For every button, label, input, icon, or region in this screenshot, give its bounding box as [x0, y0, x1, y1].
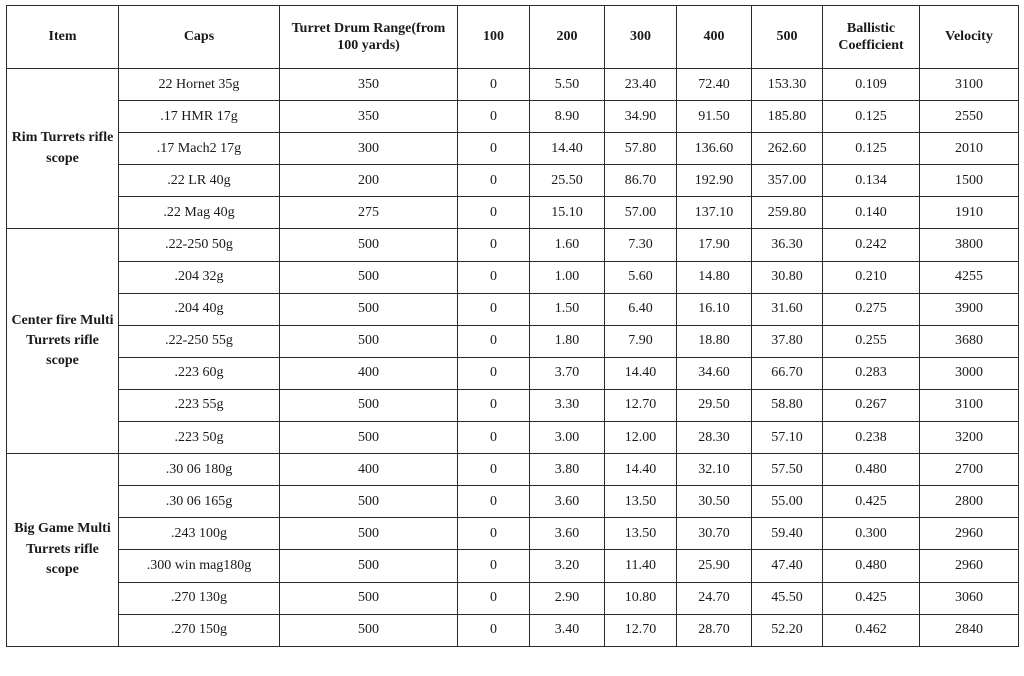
cell-200: 1.50 — [530, 293, 605, 325]
cell-300: 12.00 — [605, 422, 677, 454]
cell-velocity: 3000 — [920, 357, 1019, 389]
cell-turret-range: 350 — [280, 101, 458, 133]
cell-100: 0 — [458, 582, 530, 614]
cell-300: 57.80 — [605, 133, 677, 165]
cell-300: 7.30 — [605, 229, 677, 261]
cell-turret-range: 500 — [280, 518, 458, 550]
cell-200: 3.80 — [530, 454, 605, 486]
header-item: Item — [7, 6, 119, 69]
cell-turret-range: 350 — [280, 69, 458, 101]
cell-200: 3.40 — [530, 614, 605, 646]
cell-velocity: 3060 — [920, 582, 1019, 614]
header-500: 500 — [752, 6, 823, 69]
cell-caps: .223 50g — [119, 422, 280, 454]
table-row — [7, 197, 1019, 229]
cell-300: 13.50 — [605, 486, 677, 518]
cell-300: 86.70 — [605, 165, 677, 197]
cell-400: 25.90 — [677, 550, 752, 582]
cell-400: 30.70 — [677, 518, 752, 550]
cell-velocity: 4255 — [920, 261, 1019, 293]
cell-300: 10.80 — [605, 582, 677, 614]
header-300: 300 — [605, 6, 677, 69]
table-body — [7, 69, 1019, 647]
cell-200: 8.90 — [530, 101, 605, 133]
cell-400: 137.10 — [677, 197, 752, 229]
table-row — [7, 325, 1019, 357]
cell-velocity: 1910 — [920, 197, 1019, 229]
cell-velocity: 3100 — [920, 389, 1019, 421]
cell-300: 13.50 — [605, 518, 677, 550]
cell-caps: .22 Mag 40g — [119, 197, 280, 229]
cell-200: 3.60 — [530, 486, 605, 518]
header-velocity: Velocity — [920, 6, 1019, 69]
cell-200: 1.80 — [530, 325, 605, 357]
cell-caps: .22 LR 40g — [119, 165, 280, 197]
header-ballistic-coefficient — [823, 6, 920, 69]
cell-turret-range: 500 — [280, 614, 458, 646]
cell-400: 28.30 — [677, 422, 752, 454]
cell-500: 259.80 — [752, 197, 823, 229]
cell-ballistic-coefficient: 0.134 — [823, 165, 920, 197]
cell-200: 14.40 — [530, 133, 605, 165]
cell-300: 14.40 — [605, 454, 677, 486]
table-row — [7, 614, 1019, 646]
cell-caps: .204 40g — [119, 293, 280, 325]
cell-turret-range: 400 — [280, 454, 458, 486]
cell-turret-range: 300 — [280, 133, 458, 165]
cell-200: 3.70 — [530, 357, 605, 389]
cell-100: 0 — [458, 486, 530, 518]
cell-200: 3.30 — [530, 389, 605, 421]
cell-ballistic-coefficient: 0.425 — [823, 486, 920, 518]
cell-100: 0 — [458, 357, 530, 389]
cell-500: 31.60 — [752, 293, 823, 325]
cell-caps: .243 100g — [119, 518, 280, 550]
cell-200: 3.60 — [530, 518, 605, 550]
cell-500: 55.00 — [752, 486, 823, 518]
cell-500: 45.50 — [752, 582, 823, 614]
cell-500: 30.80 — [752, 261, 823, 293]
cell-100: 0 — [458, 165, 530, 197]
cell-caps: .22-250 50g — [119, 229, 280, 261]
cell-500: 153.30 — [752, 69, 823, 101]
cell-400: 192.90 — [677, 165, 752, 197]
ballistics-table — [6, 5, 1019, 647]
table-row — [7, 293, 1019, 325]
cell-500: 57.10 — [752, 422, 823, 454]
cell-400: 24.70 — [677, 582, 752, 614]
cell-ballistic-coefficient: 0.242 — [823, 229, 920, 261]
cell-caps: .204 32g — [119, 261, 280, 293]
table-row — [7, 357, 1019, 389]
cell-200: 1.60 — [530, 229, 605, 261]
cell-velocity: 3200 — [920, 422, 1019, 454]
cell-400: 72.40 — [677, 69, 752, 101]
cell-100: 0 — [458, 293, 530, 325]
cell-200: 2.90 — [530, 582, 605, 614]
cell-caps: .270 130g — [119, 582, 280, 614]
cell-500: 262.60 — [752, 133, 823, 165]
cell-caps: .223 55g — [119, 389, 280, 421]
cell-ballistic-coefficient: 0.140 — [823, 197, 920, 229]
cell-ballistic-coefficient: 0.238 — [823, 422, 920, 454]
cell-300: 34.90 — [605, 101, 677, 133]
cell-turret-range: 500 — [280, 486, 458, 518]
cell-400: 17.90 — [677, 229, 752, 261]
header-200: 200 — [530, 6, 605, 69]
cell-400: 30.50 — [677, 486, 752, 518]
cell-caps: .223 60g — [119, 357, 280, 389]
table-row — [7, 165, 1019, 197]
cell-100: 0 — [458, 550, 530, 582]
cell-turret-range: 500 — [280, 422, 458, 454]
cell-ballistic-coefficient: 0.210 — [823, 261, 920, 293]
cell-200: 1.00 — [530, 261, 605, 293]
cell-400: 34.60 — [677, 357, 752, 389]
cell-300: 23.40 — [605, 69, 677, 101]
header-ballistic-coefficient-label: Ballistic Coefficient — [838, 20, 904, 53]
cell-ballistic-coefficient: 0.255 — [823, 325, 920, 357]
cell-ballistic-coefficient: 0.283 — [823, 357, 920, 389]
cell-item-group: Rim Turrets rifle scope — [7, 69, 119, 229]
table-row — [7, 133, 1019, 165]
cell-500: 37.80 — [752, 325, 823, 357]
cell-turret-range: 200 — [280, 165, 458, 197]
cell-300: 12.70 — [605, 614, 677, 646]
cell-100: 0 — [458, 454, 530, 486]
header-caps: Caps — [119, 6, 280, 69]
cell-caps: .300 win mag180g — [119, 550, 280, 582]
cell-velocity: 3100 — [920, 69, 1019, 101]
cell-100: 0 — [458, 422, 530, 454]
cell-400: 91.50 — [677, 101, 752, 133]
cell-ballistic-coefficient: 0.267 — [823, 389, 920, 421]
cell-velocity: 2800 — [920, 486, 1019, 518]
cell-400: 14.80 — [677, 261, 752, 293]
cell-item-group: Center fire Multi Turrets rifle scope — [7, 229, 119, 454]
table-row — [7, 101, 1019, 133]
cell-velocity: 2550 — [920, 101, 1019, 133]
cell-velocity: 2700 — [920, 454, 1019, 486]
cell-200: 3.20 — [530, 550, 605, 582]
cell-ballistic-coefficient: 0.300 — [823, 518, 920, 550]
cell-velocity: 2960 — [920, 518, 1019, 550]
cell-200: 25.50 — [530, 165, 605, 197]
table-row — [7, 69, 1019, 101]
cell-100: 0 — [458, 261, 530, 293]
cell-100: 0 — [458, 69, 530, 101]
cell-ballistic-coefficient: 0.480 — [823, 550, 920, 582]
cell-500: 357.00 — [752, 165, 823, 197]
cell-ballistic-coefficient: 0.125 — [823, 133, 920, 165]
cell-500: 185.80 — [752, 101, 823, 133]
cell-400: 18.80 — [677, 325, 752, 357]
cell-turret-range: 500 — [280, 389, 458, 421]
cell-caps: .30 06 165g — [119, 486, 280, 518]
cell-turret-range: 500 — [280, 325, 458, 357]
cell-ballistic-coefficient: 0.480 — [823, 454, 920, 486]
header-400: 400 — [677, 6, 752, 69]
cell-100: 0 — [458, 101, 530, 133]
cell-300: 6.40 — [605, 293, 677, 325]
cell-velocity: 3680 — [920, 325, 1019, 357]
cell-ballistic-coefficient: 0.275 — [823, 293, 920, 325]
cell-100: 0 — [458, 614, 530, 646]
cell-100: 0 — [458, 229, 530, 261]
table-row — [7, 486, 1019, 518]
cell-100: 0 — [458, 518, 530, 550]
cell-100: 0 — [458, 133, 530, 165]
cell-turret-range: 500 — [280, 261, 458, 293]
cell-turret-range: 500 — [280, 293, 458, 325]
cell-turret-range: 500 — [280, 229, 458, 261]
cell-200: 3.00 — [530, 422, 605, 454]
header-turret-range — [280, 6, 458, 69]
cell-ballistic-coefficient: 0.125 — [823, 101, 920, 133]
cell-velocity: 2010 — [920, 133, 1019, 165]
table-row — [7, 422, 1019, 454]
table-row — [7, 261, 1019, 293]
cell-velocity: 1500 — [920, 165, 1019, 197]
cell-300: 7.90 — [605, 325, 677, 357]
cell-caps: .17 HMR 17g — [119, 101, 280, 133]
cell-velocity: 3800 — [920, 229, 1019, 261]
cell-300: 5.60 — [605, 261, 677, 293]
cell-turret-range: 400 — [280, 357, 458, 389]
table-row — [7, 550, 1019, 582]
cell-ballistic-coefficient: 0.109 — [823, 69, 920, 101]
cell-caps: .22-250 55g — [119, 325, 280, 357]
cell-item-group: Big Game Multi Turrets rifle scope — [7, 454, 119, 647]
cell-turret-range: 500 — [280, 550, 458, 582]
cell-velocity: 2840 — [920, 614, 1019, 646]
cell-200: 15.10 — [530, 197, 605, 229]
header-row — [7, 6, 1019, 69]
cell-caps: .270 150g — [119, 614, 280, 646]
cell-turret-range: 500 — [280, 582, 458, 614]
cell-500: 47.40 — [752, 550, 823, 582]
table-row — [7, 389, 1019, 421]
table-row — [7, 229, 1019, 261]
header-100: 100 — [458, 6, 530, 69]
cell-400: 29.50 — [677, 389, 752, 421]
cell-100: 0 — [458, 389, 530, 421]
cell-turret-range: 275 — [280, 197, 458, 229]
table-row — [7, 454, 1019, 486]
cell-500: 59.40 — [752, 518, 823, 550]
cell-ballistic-coefficient: 0.462 — [823, 614, 920, 646]
cell-caps: .30 06 180g — [119, 454, 280, 486]
cell-400: 136.60 — [677, 133, 752, 165]
cell-100: 0 — [458, 325, 530, 357]
header-turret-range-label: Turret Drum Range(from 100 yards) — [291, 20, 446, 53]
cell-500: 66.70 — [752, 357, 823, 389]
cell-300: 57.00 — [605, 197, 677, 229]
table-row — [7, 518, 1019, 550]
cell-400: 28.70 — [677, 614, 752, 646]
table-row — [7, 582, 1019, 614]
cell-velocity: 3900 — [920, 293, 1019, 325]
cell-caps: .17 Mach2 17g — [119, 133, 280, 165]
cell-300: 14.40 — [605, 357, 677, 389]
cell-400: 16.10 — [677, 293, 752, 325]
cell-500: 57.50 — [752, 454, 823, 486]
cell-500: 58.80 — [752, 389, 823, 421]
cell-100: 0 — [458, 197, 530, 229]
cell-caps: 22 Hornet 35g — [119, 69, 280, 101]
cell-400: 32.10 — [677, 454, 752, 486]
cell-500: 36.30 — [752, 229, 823, 261]
cell-500: 52.20 — [752, 614, 823, 646]
cell-200: 5.50 — [530, 69, 605, 101]
cell-ballistic-coefficient: 0.425 — [823, 582, 920, 614]
cell-velocity: 2960 — [920, 550, 1019, 582]
cell-300: 11.40 — [605, 550, 677, 582]
cell-300: 12.70 — [605, 389, 677, 421]
